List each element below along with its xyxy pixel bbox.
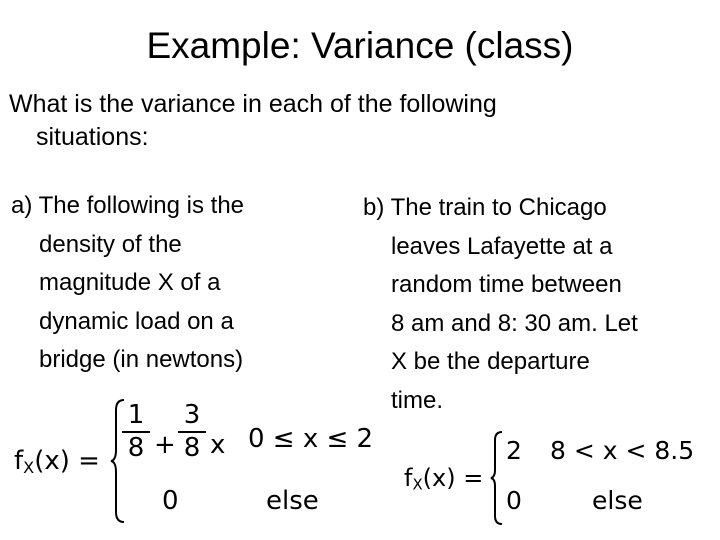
part-b-line: time.	[391, 386, 444, 414]
part-a-text	[11, 187, 244, 380]
part-b-line: random time between	[391, 271, 622, 298]
fraction-numerator: 1	[127, 400, 145, 430]
fraction-numerator: 3	[183, 400, 201, 430]
formula-a-label	[14, 446, 100, 477]
fraction-one-eighth	[122, 402, 150, 463]
formula-a-condition: 0 ≤ x ≤ 2	[248, 424, 374, 454]
part-b-line: leaves Lafayette at a	[391, 232, 613, 260]
part-b-line: 8 am and 8: 30 am. Let	[391, 309, 638, 337]
plus-sign: +	[154, 430, 176, 460]
part-b-line: X be the departure	[391, 348, 590, 375]
formula-b-otherwise-value: 0	[506, 486, 522, 515]
formula-b-arg: (x) =	[422, 464, 484, 492]
part-b-text	[363, 189, 638, 420]
intro-text	[9, 88, 629, 154]
formula-b-label	[404, 464, 483, 494]
formula-a-arg: (x) =	[34, 446, 100, 476]
part-b-line: b) The train to Chicago	[363, 194, 607, 221]
formula-a-sub: X	[23, 458, 35, 478]
intro-line-2: situations:	[36, 123, 149, 151]
formula-a-otherwise-label: else	[266, 486, 319, 516]
left-brace-icon	[490, 430, 504, 526]
part-a-line: magnitude X of a	[39, 269, 221, 296]
density-formula-b	[404, 430, 704, 530]
slide-title: Example: Variance (class)	[146, 25, 574, 66]
part-a-line: dynamic load on a	[39, 307, 234, 335]
part-a-line: bridge (in newtons)	[39, 346, 244, 373]
formula-b-otherwise-label: else	[592, 486, 643, 515]
formula-a-otherwise-value: 0	[162, 486, 179, 516]
fraction-denominator: 8	[183, 433, 201, 464]
part-a-line: density of the	[39, 230, 182, 258]
fraction-three-eighths	[178, 402, 206, 463]
formula-a-f: f	[14, 446, 24, 476]
variable-x: x	[210, 430, 226, 460]
density-formula-a	[14, 398, 374, 528]
intro-line-1: What is the variance in each of the following	[9, 90, 497, 118]
formula-b-condition: 8 < x < 8.5	[550, 436, 695, 465]
formula-b-value: 2	[506, 436, 522, 465]
part-a-line: a) The following is the	[11, 192, 245, 219]
fraction-denominator: 8	[127, 433, 145, 464]
formula-b-f: f	[404, 464, 413, 492]
formula-b-sub: X	[412, 475, 423, 494]
